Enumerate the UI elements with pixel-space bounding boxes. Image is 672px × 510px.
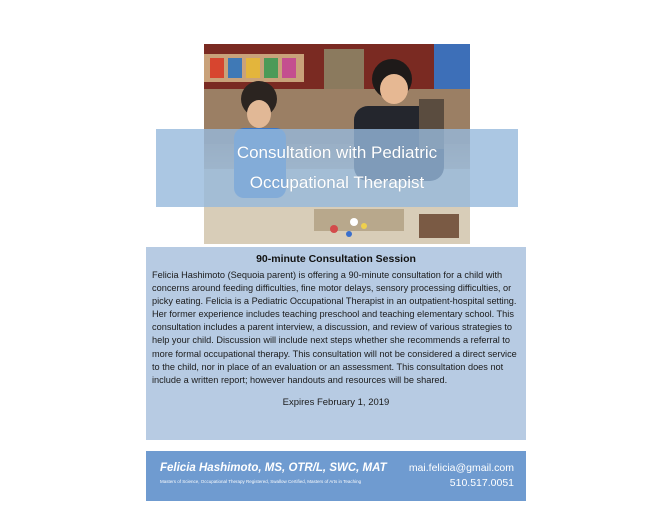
expiration-date: Expires February 1, 2019 <box>282 396 390 408</box>
contact-phone[interactable]: 510.517.0051 <box>449 477 514 489</box>
title-banner <box>156 129 518 207</box>
contact-email[interactable]: mai.felicia@gmail.com <box>408 462 514 474</box>
contact-info <box>409 461 514 491</box>
banner-title-line-1: Consultation with Pediatric <box>236 143 438 162</box>
therapist-name: Felicia Hashimoto, MS, OTR/L, SWC, MAT <box>160 462 387 474</box>
session-description: Felicia Hashimoto (Sequoia parent) is offering a 90-minute consultation for a child with concerns around feeding difficulties, fine motor delays, sensory processing difficulties, or picky eating. Felicia is a Pediatric Occupational Therapist in an outpatient-hospital setting. Her former experience includes teaching preschool and teaching elementary school. This consultation includes a parent interview, a discussion, and review of various strategies to help your child. Discussion will include next steps whether she recommends a referral to more formal occupational therapy. This consultation will not be considered a direct service to the child, nor in place of an evaluation or an assessment. This consultation does not include a written report; however handouts and resources will be shared. <box>152 270 517 385</box>
contact-footer <box>146 451 526 501</box>
session-heading: 90-minute Consultation Session <box>256 253 416 265</box>
banner-title-line-2: Occupational Therapist <box>249 173 425 192</box>
therapist-credentials: Masters of Science, Occupational Therapy Registered, Swallow Certified, Masters of Arts in Teaching <box>160 479 362 484</box>
description-panel <box>146 247 526 440</box>
